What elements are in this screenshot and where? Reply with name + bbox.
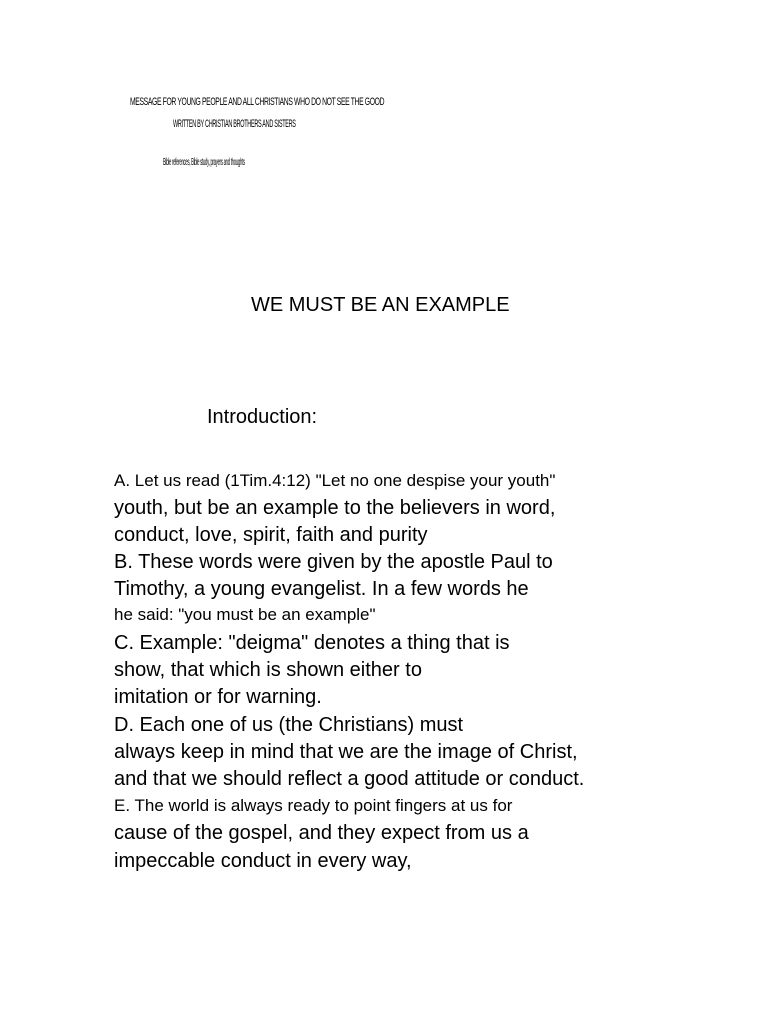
body-line: youth, but be an example to the believers in word, bbox=[114, 497, 556, 519]
body-line: D. Each one of us (the Christians) must bbox=[114, 714, 464, 736]
body-line: impeccable conduct in every way, bbox=[114, 850, 412, 872]
body-line: B. These words were given by the apostle Paul to bbox=[114, 551, 553, 573]
body-line: and that we should reflect a good attitude or conduct. bbox=[114, 768, 585, 790]
body-line: show, that which is shown either to bbox=[114, 659, 422, 681]
body-line: E. The world is always ready to point fingers at us for bbox=[114, 796, 513, 815]
body-line: A. Let us read (1Tim.4:12) "Let no one despise your youth" bbox=[114, 471, 556, 490]
body-line: cause of the gospel, and they expect from us a bbox=[114, 822, 529, 844]
section-heading-introduction: Introduction: bbox=[207, 406, 318, 428]
body-line: he said: "you must be an example" bbox=[114, 605, 376, 624]
page-title: WE MUST BE AN EXAMPLE bbox=[251, 294, 510, 316]
header-line-3: Bible references, Bible study, prayers and thoughts bbox=[163, 157, 245, 168]
body-line: imitation or for warning. bbox=[114, 686, 322, 708]
header-line-1: MESSAGE FOR YOUNG PEOPLE AND ALL CHRISTIANS WHO DO NOT SEE THE GOOD bbox=[130, 96, 385, 108]
header-line-2: WRITTEN BY CHRISTIAN BROTHERS AND SISTERS bbox=[173, 118, 296, 130]
body-line: always keep in mind that we are the image of Christ, bbox=[114, 741, 578, 763]
body-line: Timothy, a young evangelist. In a few words he bbox=[114, 578, 529, 600]
body-line: conduct, love, spirit, faith and purity bbox=[114, 524, 428, 546]
body-line: C. Example: "deigma" denotes a thing that is bbox=[114, 632, 510, 654]
